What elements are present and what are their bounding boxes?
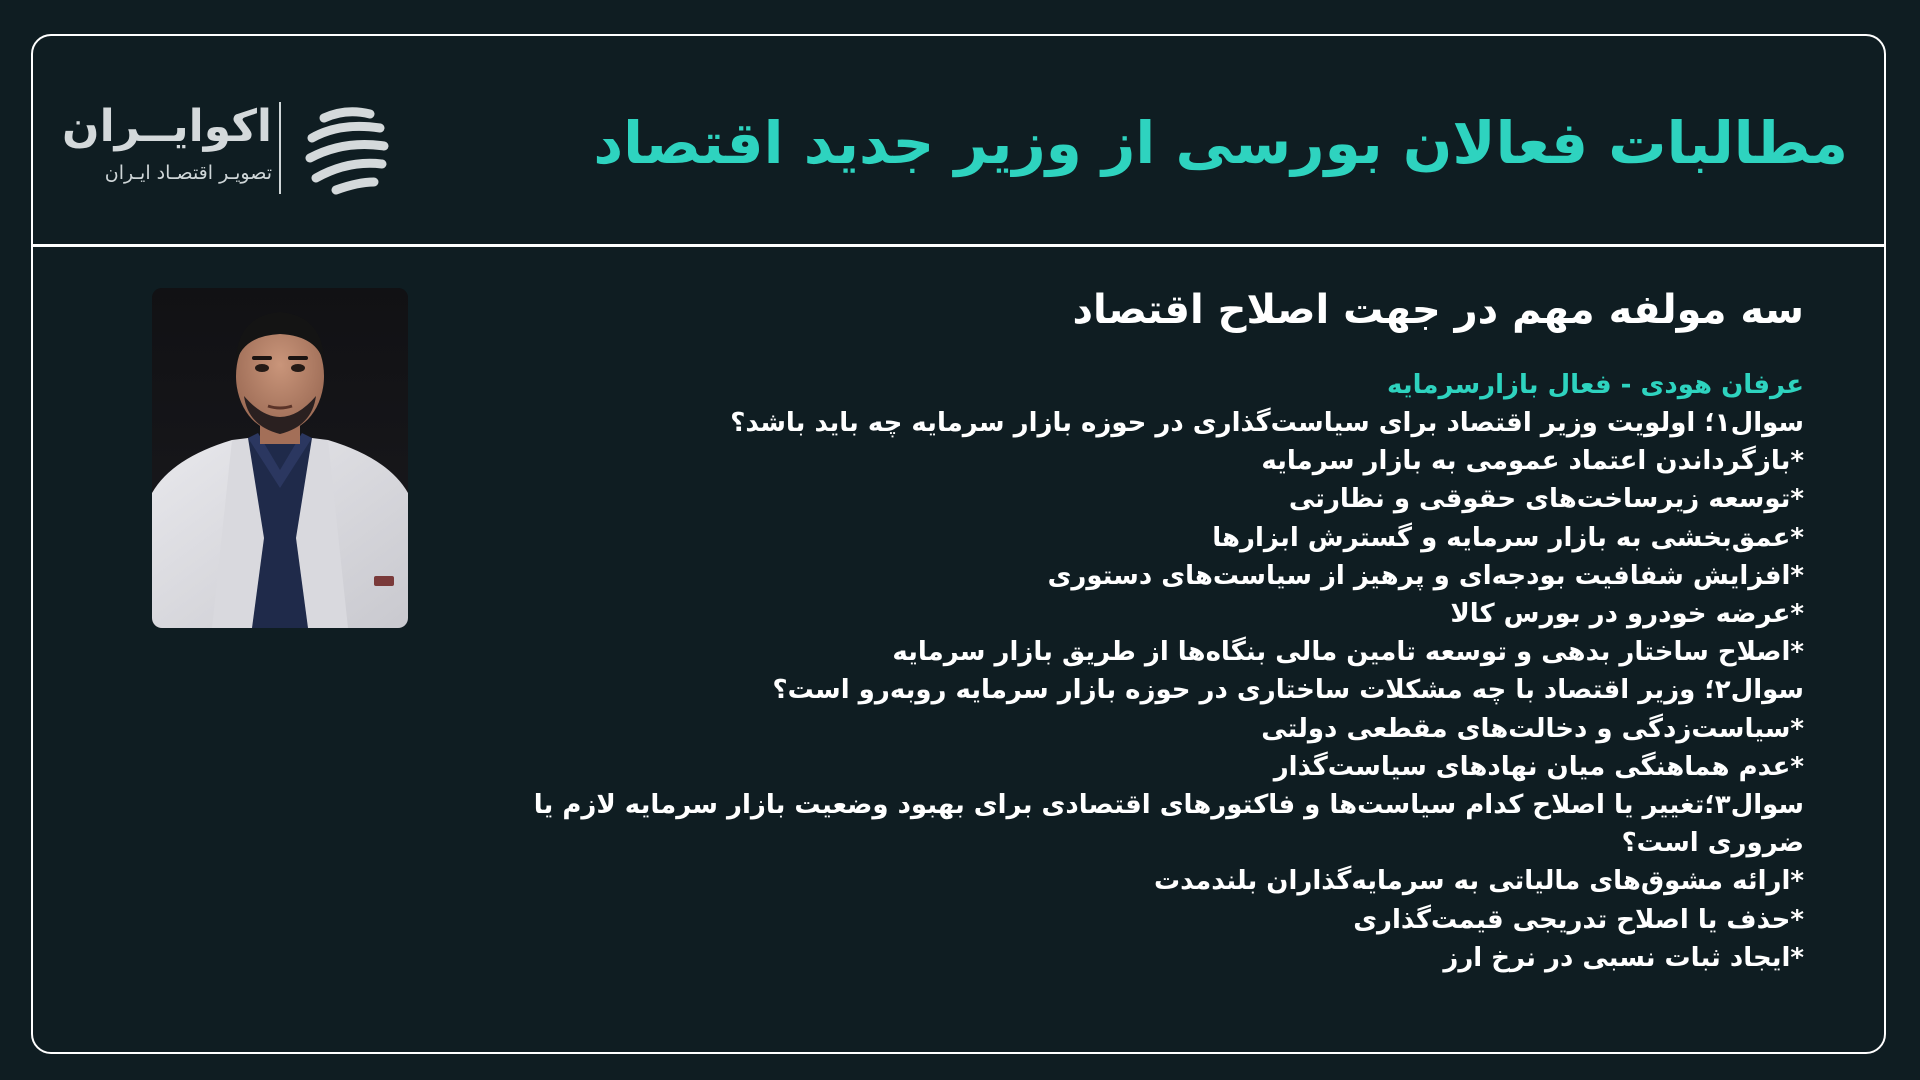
bullet-item: *عدم هماهنگی میان نهادهای سیاست‌گذار	[1273, 751, 1804, 782]
question-3: سوال۳؛تغییر یا اصلاح کدام سیاست‌ها و فاکتورهای اقتصادی برای بهبود وضعیت بازار سرمایه لازم یا ضروری است؟	[533, 790, 1804, 859]
bullet-item: *بازگرداندن اعتماد عمومی به بازار سرمایه	[1261, 446, 1804, 477]
section-title: سه مولفه مهم در جهت اصلاح اقتصاد	[1072, 287, 1804, 333]
article-content	[504, 288, 1804, 977]
author-photo	[152, 288, 408, 628]
author-line: عرفان هودی - فعال بازارسرمایه	[1387, 370, 1804, 400]
bullet-item: *حذف یا اصلاح تدریجی قیمت‌گذاری	[1353, 904, 1804, 935]
bullet-item: *توسعه زیرساخت‌های حقوقی و نظارتی	[1288, 484, 1804, 515]
logo-mark-icon	[296, 98, 396, 198]
header-divider	[31, 244, 1886, 247]
bullet-item: *سیاست‌زدگی و دخالت‌های مقطعی دولتی	[1261, 713, 1804, 744]
logo-name: اکوایــران	[62, 101, 272, 152]
bullet-item: *عرضه خودرو در بورس کالا	[1450, 599, 1804, 630]
bullet-item: *ارائه مشوق‌های مالیاتی به سرمایه‌گذاران بلندمدت	[1154, 866, 1804, 897]
question-2: سوال۲؛ وزیر اقتصاد با چه مشکلات ساختاری در حوزه بازار سرمایه روبه‌رو است؟	[772, 675, 1804, 706]
page-title: مطالبات فعالان بورسی از وزیر جدید اقتصاد	[593, 109, 1848, 177]
logo-divider	[279, 102, 281, 194]
bullet-item: *اصلاح ساختار بدهی و توسعه تامین مالی بنگاه‌ها از طریق بازار سرمایه	[892, 637, 1804, 668]
logo-tagline: تصویـر اقتصـاد ایـران	[104, 162, 272, 184]
bullet-item: *افزایش شفافیت بودجه‌ای و پرهیز از سیاست‌های دستوری	[1047, 560, 1804, 591]
brand-logo	[62, 98, 402, 198]
bullet-item: *ایجاد ثبات نسبی در نرخ ارز	[1443, 942, 1804, 973]
question-1: سوال۱؛ اولویت وزیر اقتصاد برای سیاست‌گذاری در حوزه بازار سرمایه چه باید باشد؟	[730, 408, 1804, 438]
bullet-item: *عمق‌بخشی به بازار سرمایه و گسترش ابزارها	[1212, 522, 1804, 553]
